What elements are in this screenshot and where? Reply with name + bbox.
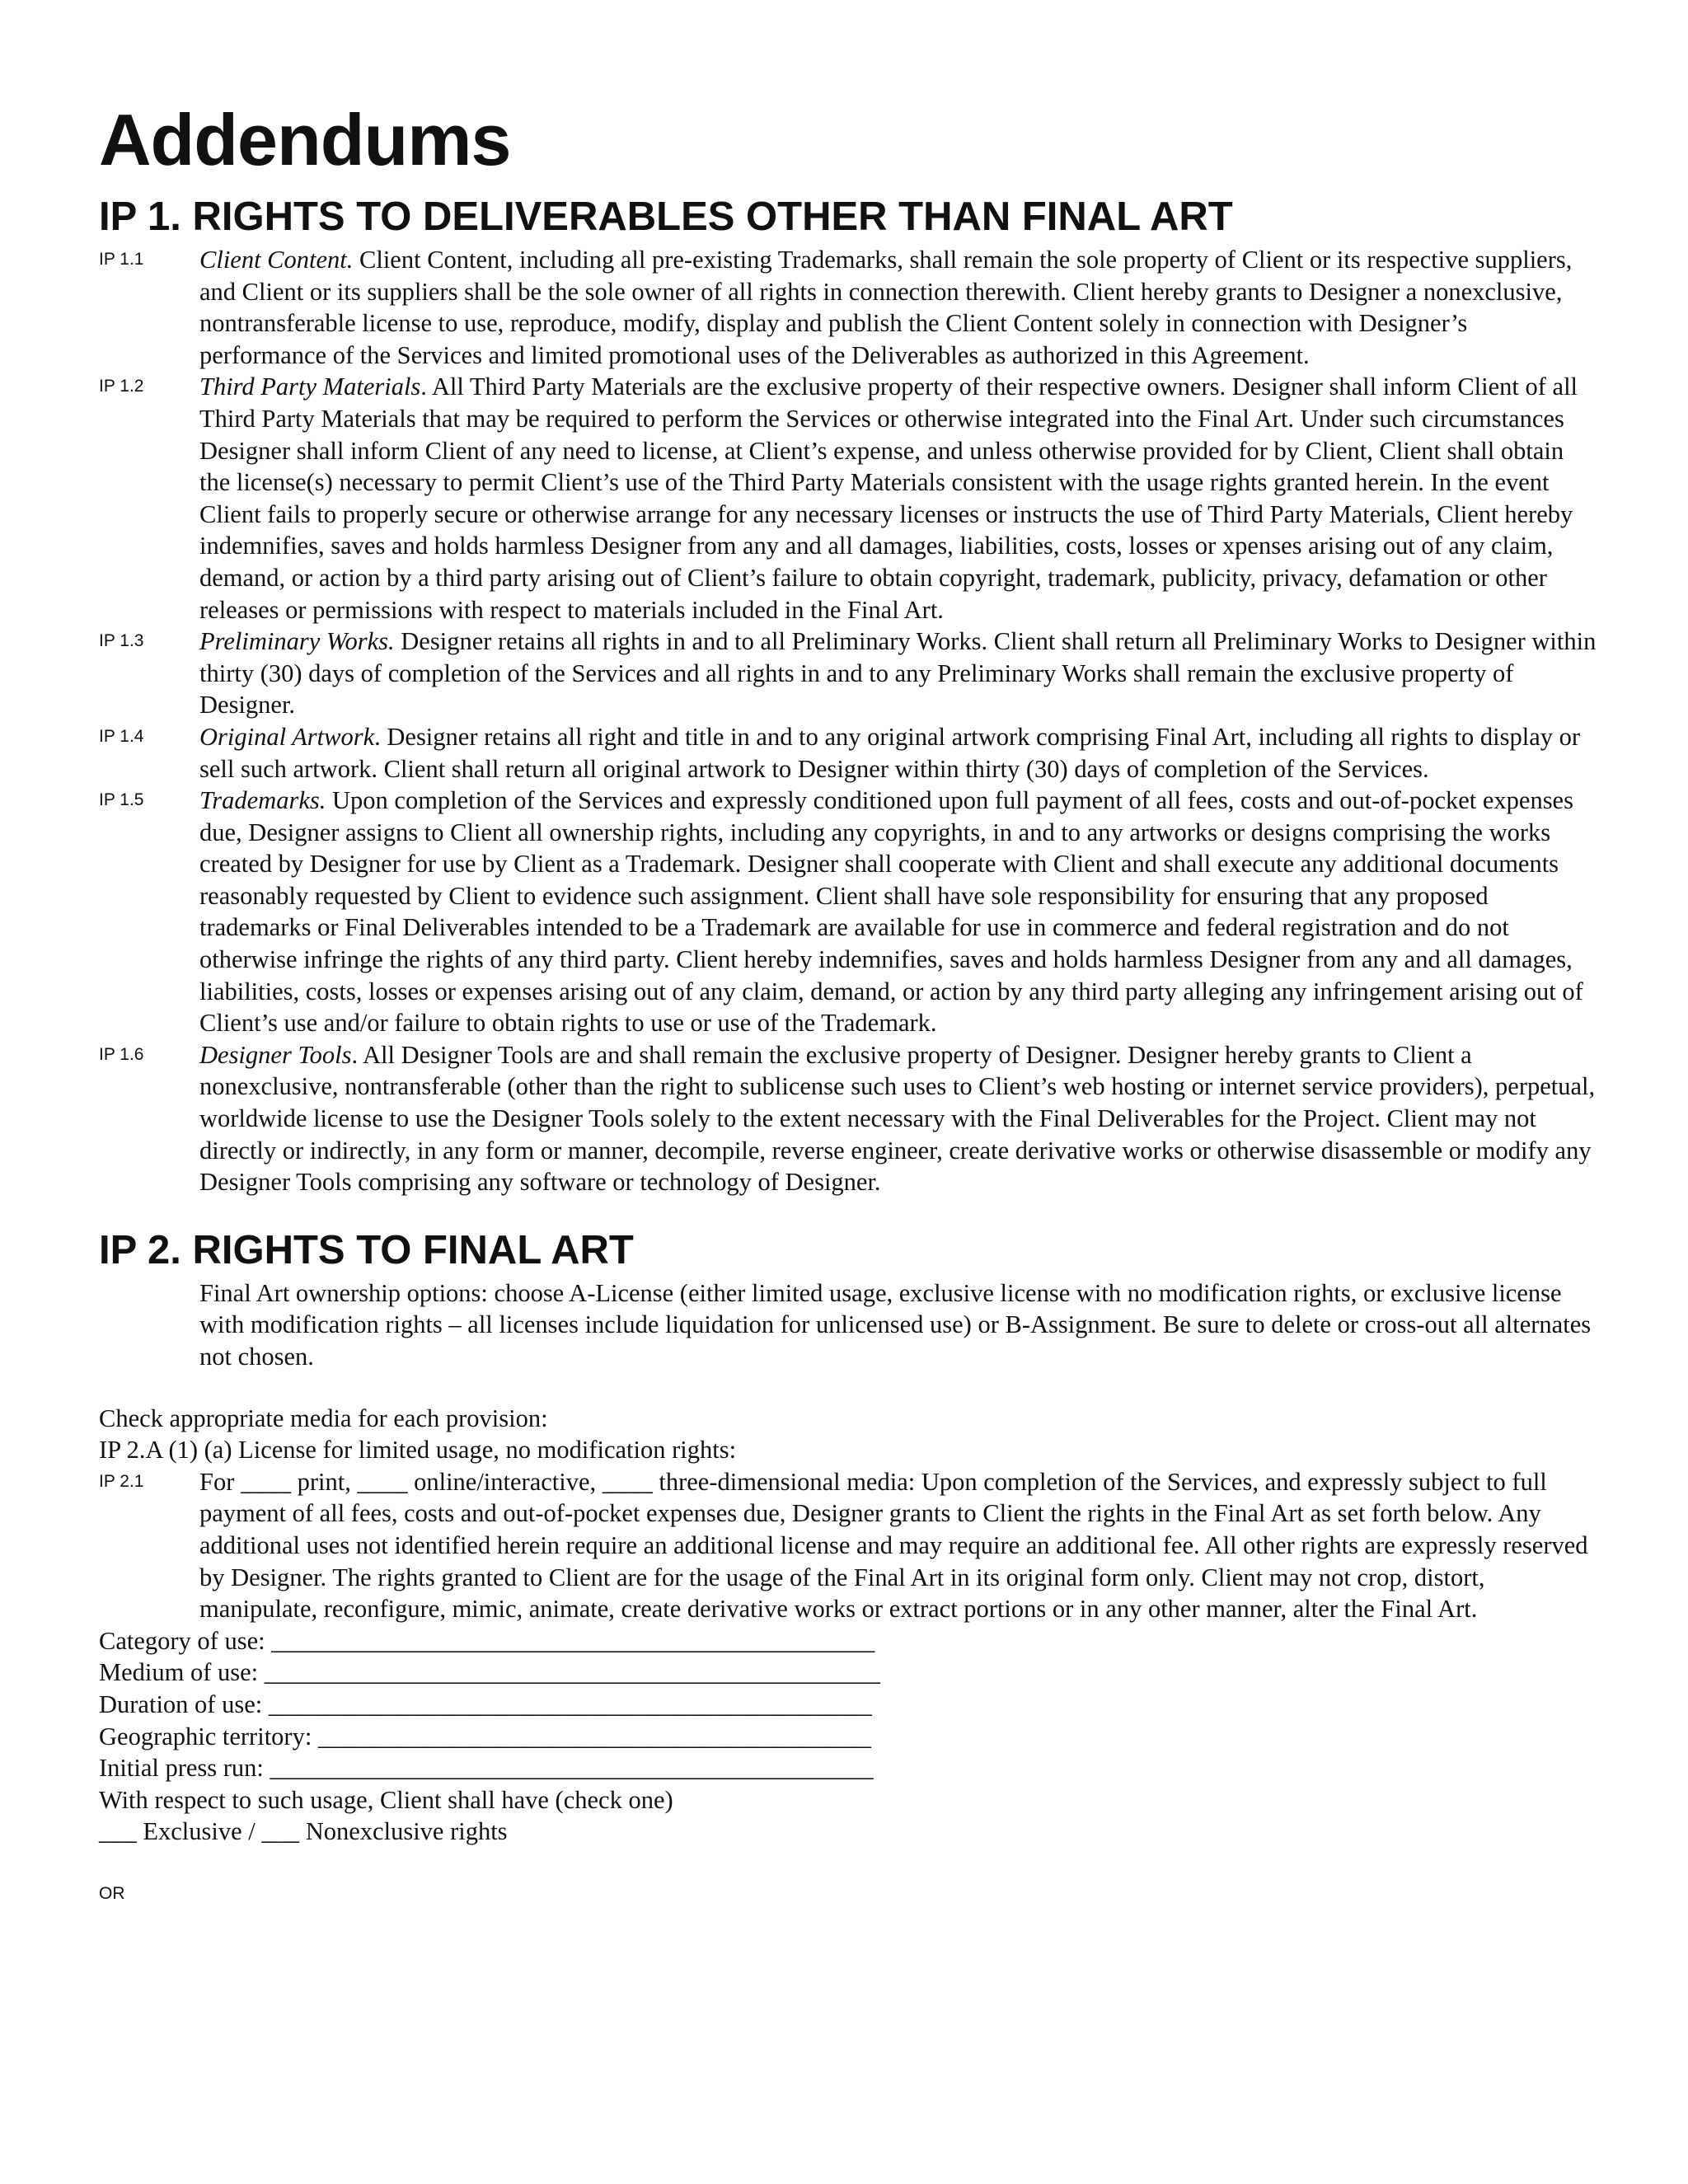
clause-text: Upon completion of the Services and expressly conditioned upon full payment of all fees, costs and out-of-pocket expenses due, Designer assigns to Client all ownership rights, including any copyrights, in and to any artworks or designs comprising the works created by Designer for use by Client as a Trademark. Designer shall cooperate with Client and shall execute any additional documents reasonably requested by Client to evidence such assignment. Client shall have sole responsibility for ensuring that any proposed trademarks or Final Deliverables intended to be a Trademark are available for use in commerce and federal registration and do not otherwise infringe the rights of any third party. Client hereby indemnifies, saves and holds harmless Designer from any and all damages, liabilities, costs, losses or expenses arising out of any claim, demand, or action by any third party alleging any infringement arising out of Client’s use and/or failure to obtain rights to use or use of the Trademark. — [199, 786, 1583, 1038]
clause-text: . All Designer Tools are and shall remain the exclusive property of Designer. Designer hereby grants to Client a nonexclusive, nontransferable (other than the right to sublicense such uses to Client’s web hosting or internet service providers), perpetual, worldwide license to use the Designer Tools solely to the extent necessary with the Final Deliverables for the Project. Client may not directly or indirectly, in any form or manner, decompile, reverse engineer, create derivative works or otherwise disassemble or modify any Designer Tools comprising any software or technology of Designer. — [199, 1040, 1596, 1197]
clause-text: Client Content, including all pre-existing Trademarks, shall remain the sole property of Client or its respective suppliers, and Client or its suppliers shall be the sole owner of all rights in connection therewith. Client hereby grants to Designer a nonexclusive, nontransferable license to use, reproduce, modify, display and publish the Client Content solely in connection with Designer’s performance of the Services and limited promotional uses of the Deliverables as authorized in this Agreement. — [199, 246, 1573, 369]
clause-ip-1-4 — [99, 721, 1599, 785]
check-media-text: Check appropriate media for each provision: — [99, 1404, 548, 1432]
clause-number: IP 1.5 — [99, 790, 144, 810]
clause-number: IP 1.4 — [99, 726, 144, 746]
field-geographic-territory[interactable]: Geographic territory: ____________________________________________ — [99, 1722, 871, 1750]
clause-title: Original Artwork — [199, 722, 375, 751]
clause-number: IP 1.1 — [99, 250, 144, 269]
field-medium-of-use[interactable]: Medium of use: _________________________________________________ — [99, 1658, 881, 1687]
clause-text: . All Third Party Materials are the exclusive property of their respective owners. Designer shall inform Client of all Third Party Materials that may be required to perform the Services or otherwise integrated into the Final Art. Under such circumstances Designer shall inform Client of any need to license, at Client’s expense, and unless otherwise provided for by Client, Client shall obtain the license(s) necessary to permit Client’s use of the Third Party Materials consistent with the usage rights granted herein. In the event Client fails to properly secure or otherwise arrange for any necessary licenses or instructs the use of Third Party Materials, Client hereby indemnifies, saves and holds harmless Designer from any and all damages, liabilities, costs, losses or xpenses arising out of any claim, demand, or action by a third party arising out of Client’s failure to obtain copyright, trademark, publicity, privacy, defamation or other releases or permissions with respect to materials included in the Final Art. — [199, 373, 1578, 624]
clause-ip-1-6 — [99, 1039, 1599, 1198]
clause-ip-1-5 — [99, 785, 1599, 1039]
or-label: OR — [99, 1883, 125, 1903]
clause-title: Third Party Materials — [199, 373, 421, 401]
clause-title: Trademarks. — [199, 786, 326, 815]
field-duration-of-use[interactable]: Duration of use: ________________________________________________ — [99, 1690, 872, 1718]
clause-text: For ____ print, ____ online/interactive, ____ three-dimensional media: Upon completion of the Services, and expressly subject to full payment of all fees, costs and out-of-pocket expenses due, Designer grants to Client the rights in the Final Art as set forth below. Any additional uses not identified herein require an additional license and may require an additional fee. All other rights are expressly reserved by Designer. The rights granted to Client are for the usage of the Final Art in its original form only. Client may not crop, distort, manipulate, reconfigure, mimic, animate, create derivative works or extract portions or in any other manner, alter the Final Art. — [199, 1467, 1588, 1624]
clause-number: IP 2.1 — [99, 1471, 144, 1491]
clause-title: Preliminary Works. — [199, 627, 395, 656]
section-1-heading: IP 1. RIGHTS TO DELIVERABLES OTHER THAN FINAL ART — [99, 194, 1233, 239]
section-2-heading: IP 2. RIGHTS TO FINAL ART — [99, 1227, 634, 1272]
clause-ip-1-1 — [99, 244, 1599, 371]
clause-number: IP 1.3 — [99, 631, 144, 651]
license-heading: IP 2.A (1) (a) License for limited usage, no modification rights: — [99, 1436, 737, 1465]
clause-title: Client Content. — [199, 246, 354, 274]
clause-ip-2-1 — [99, 1466, 1599, 1625]
clause-ip-1-2 — [99, 371, 1599, 626]
final-art-intro: Final Art ownership options: choose A-License (either limited usage, exclusive license with no modification rights, or exclusive license with modification rights – all licenses include liquidation for unlicensed use) or B-Assignment. Be sure to delete or cross-out all alternates not chosen. — [199, 1278, 1592, 1371]
document-page — [99, 99, 1599, 1904]
clause-title: Designer Tools — [199, 1040, 352, 1069]
clause-text: . Designer retains all right and title in and to any original artwork comprising Final Art, including all rights to display or sell such artwork. Client shall return all original artwork to Designer within thirty (30) days of completion of the Services. — [199, 722, 1581, 783]
clause-number: IP 1.2 — [99, 377, 144, 396]
clause-number: IP 1.6 — [99, 1044, 144, 1064]
clause-ip-1-3 — [99, 626, 1599, 721]
field-category-of-use[interactable]: Category of use: ________________________________________________ — [99, 1626, 875, 1655]
page-title: Addendums — [99, 99, 511, 180]
clause-text: Designer retains all rights in and to all Preliminary Works. Client shall return all Preliminary Works to Designer within thirty (30) days of completion of the Services and all rights in and to any Preliminary Works shall remain the exclusive property of Designer. — [199, 627, 1597, 719]
with-respect-text: With respect to such usage, Client shall have (check one) — [99, 1785, 673, 1814]
field-initial-press-run[interactable]: Initial press run: ________________________________________________ — [99, 1754, 874, 1783]
exclusive-rights-choice[interactable]: ___ Exclusive / ___ Nonexclusive rights — [99, 1817, 508, 1846]
